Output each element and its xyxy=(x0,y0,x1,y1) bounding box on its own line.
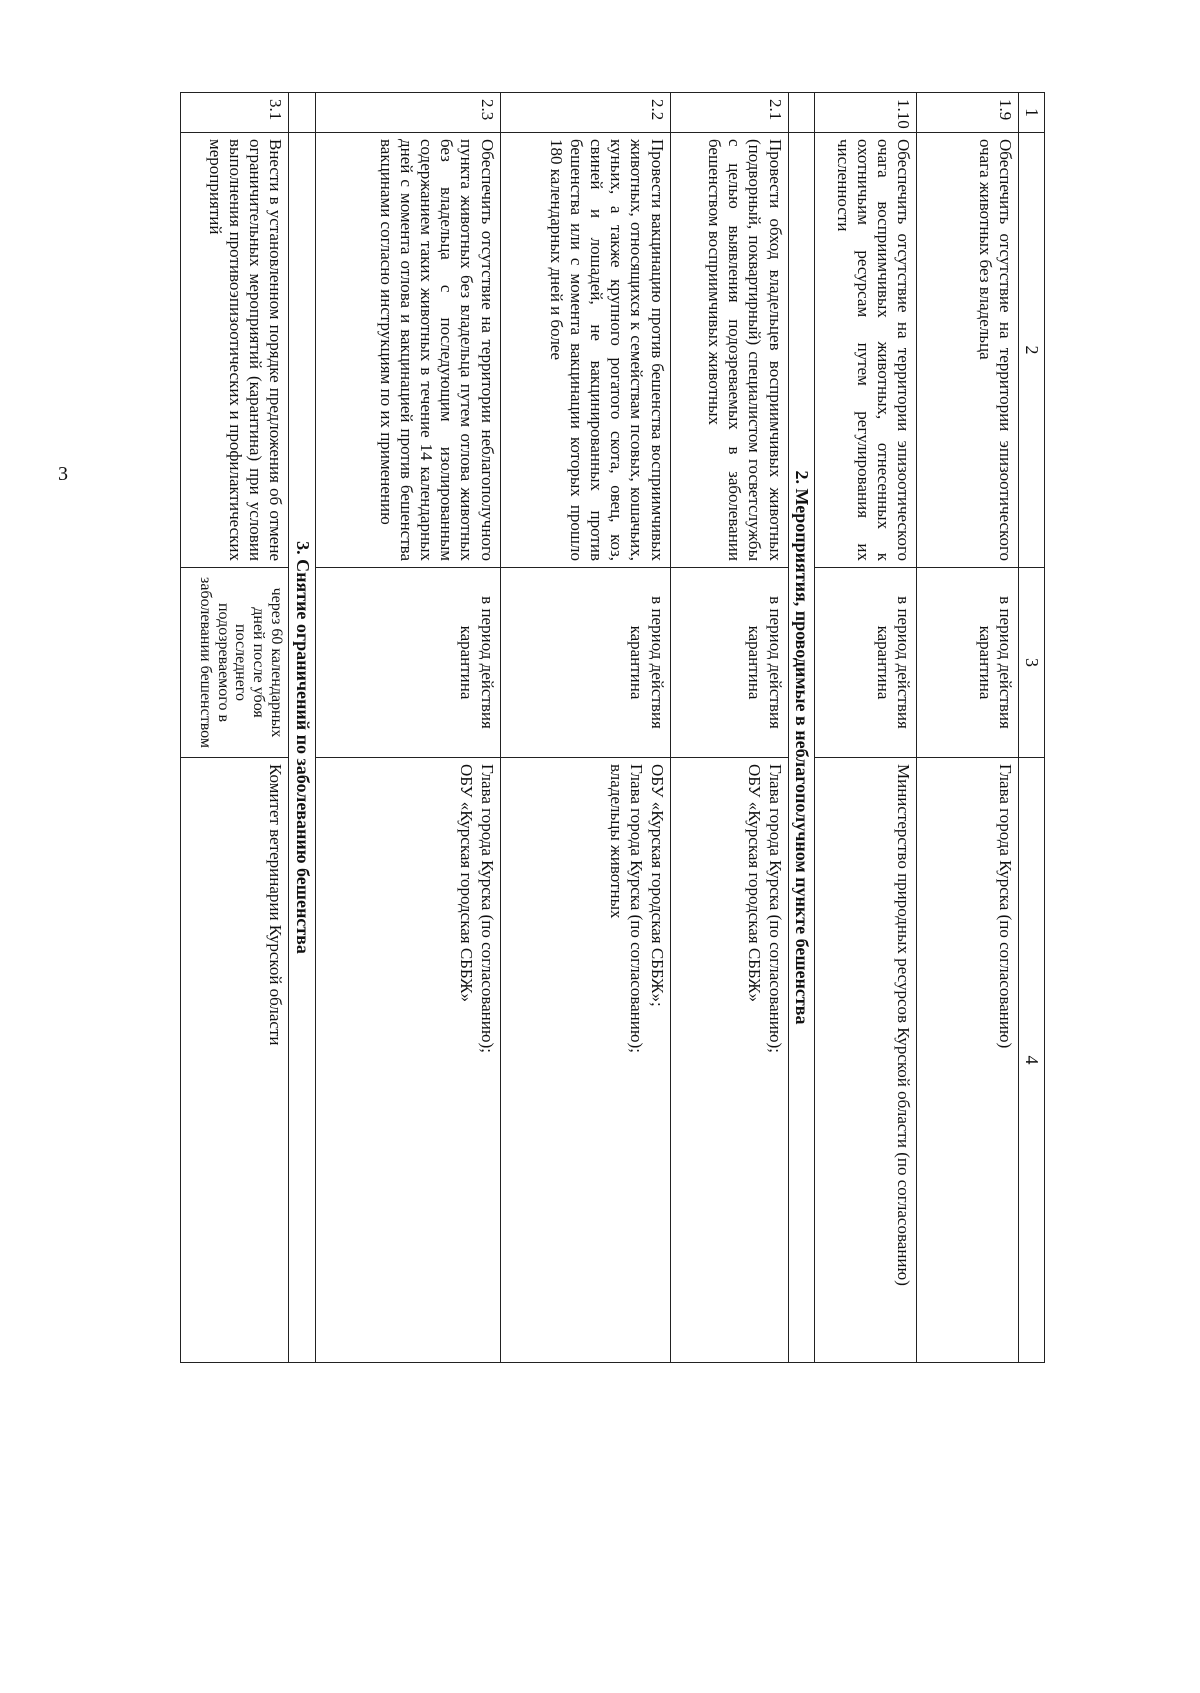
header-cell: 1 xyxy=(1018,93,1044,133)
executor-line: ОБУ «Курская городская СББЖ»; xyxy=(647,764,667,1007)
header-cell: 3 xyxy=(1018,568,1044,758)
executor-text xyxy=(916,758,1018,1363)
term-text xyxy=(181,568,289,758)
executor-line: Министерство природных ресурсов Курской области (по согласованию) xyxy=(893,764,913,1286)
executor-text xyxy=(181,758,289,1363)
row-number: 2.1 xyxy=(670,93,788,133)
row-number: 1.9 xyxy=(916,93,1018,133)
executor-line: владельцы животных xyxy=(607,764,627,919)
table-row xyxy=(181,93,289,1363)
executor-text xyxy=(814,758,916,1363)
executor-line: ОБУ «Курская городская СББЖ» xyxy=(745,764,765,1002)
table-header-row xyxy=(1018,93,1044,1363)
term-line: в период действия xyxy=(647,596,667,729)
term-text xyxy=(500,568,670,758)
term-line: заболевании бешенством xyxy=(196,577,214,748)
measure-text: Провести обход владельцев восприимчивых животных (подворный, поквартирный) специалистом госветслужбы с целью выявления подозреваемых в заболевании бешенством восприимчивых животных xyxy=(670,133,788,568)
term-text xyxy=(814,568,916,758)
term-line: карантина xyxy=(457,625,477,700)
row-number: 2.3 xyxy=(315,93,500,133)
term-line: в период действия xyxy=(477,596,497,729)
term-line: карантина xyxy=(627,625,647,700)
term-line: в период действия xyxy=(893,596,913,729)
term-line: подозреваемого в xyxy=(214,602,232,723)
measure-text: Обеспечить отсутствие на территории неблагополучного пункта животных без владельца путем отлова животных без владельца с последующим изолированным содержанием таких животных в течение 14 календарных дней с момента отлова и вакцинацией против бешенства вакцинами согласно инструкциям по их применению xyxy=(315,133,500,568)
executor-line: Глава города Курска (по согласованию); xyxy=(627,764,647,1053)
term-line: в период действия xyxy=(765,596,785,729)
section-row xyxy=(289,93,315,1363)
row-number: 3.1 xyxy=(181,93,289,133)
term-line: карантина xyxy=(745,625,765,700)
executor-line: Глава города Курска (по согласованию); xyxy=(765,764,785,1053)
term-text xyxy=(670,568,788,758)
executor-text xyxy=(315,758,500,1363)
term-line: через 60 календарных xyxy=(268,587,286,738)
term-line: дней после убоя xyxy=(250,607,268,718)
table-row xyxy=(315,93,500,1363)
executor-text xyxy=(670,758,788,1363)
term-line: карантина xyxy=(873,625,893,700)
table-row xyxy=(814,93,916,1363)
term-line: в период действия xyxy=(995,596,1015,729)
section-row xyxy=(788,93,814,1363)
measure-text: Обеспечить отсутствие на территории эпизоотического очага восприимчивых животных, отнесенных к охотничьим ресурсам путем регулирования их численности xyxy=(814,133,916,568)
table-row xyxy=(916,93,1018,1363)
measure-text: Внести в установленном порядке предложения об отмене ограничительных мероприятий (карантина) при условии выполнения противоэпизоотических и профилактических мероприятий xyxy=(181,133,289,568)
section-3-title: 3. Снятие ограничений по заболеванию бешенства xyxy=(289,133,315,1363)
executor-line: Глава города Курска (по согласованию); xyxy=(477,764,497,1053)
measure-text: Обеспечить отсутствие на территории эпизоотического очага животных без владельца xyxy=(916,133,1018,568)
header-cell: 4 xyxy=(1018,758,1044,1363)
executor-text xyxy=(500,758,670,1363)
rotated-page xyxy=(180,92,1045,1362)
page-number: 3 xyxy=(58,463,68,485)
executor-line: Комитет ветеринарии Курской области xyxy=(266,764,286,1046)
term-text xyxy=(916,568,1018,758)
table-row xyxy=(670,93,788,1363)
header-cell: 2 xyxy=(1018,133,1044,568)
term-line: карантина xyxy=(975,625,995,700)
row-number: 1.10 xyxy=(814,93,916,133)
term-text xyxy=(315,568,500,758)
section-2-title: 2. Мероприятия, проводимые в неблагополучном пункте бешенства xyxy=(788,133,814,1363)
executor-line: Глава города Курска (по согласованию) xyxy=(995,764,1015,1049)
row-number: 2.2 xyxy=(500,93,670,133)
table-row xyxy=(500,93,670,1363)
measures-table xyxy=(180,92,1045,1363)
executor-line: ОБУ «Курская городская СББЖ» xyxy=(457,764,477,1002)
measure-text: Провести вакцинацию против бешенства восприимчивых животных, относящихся к семействам псовых, кошачьих, куньих, а также крупного рогатого скота, овец, коз, свиней и лошадей, не вакцинированных против бешенства или с момента вакцинации которых прошло 180 календарных дней и более xyxy=(500,133,670,568)
term-line: последнего xyxy=(232,624,250,701)
